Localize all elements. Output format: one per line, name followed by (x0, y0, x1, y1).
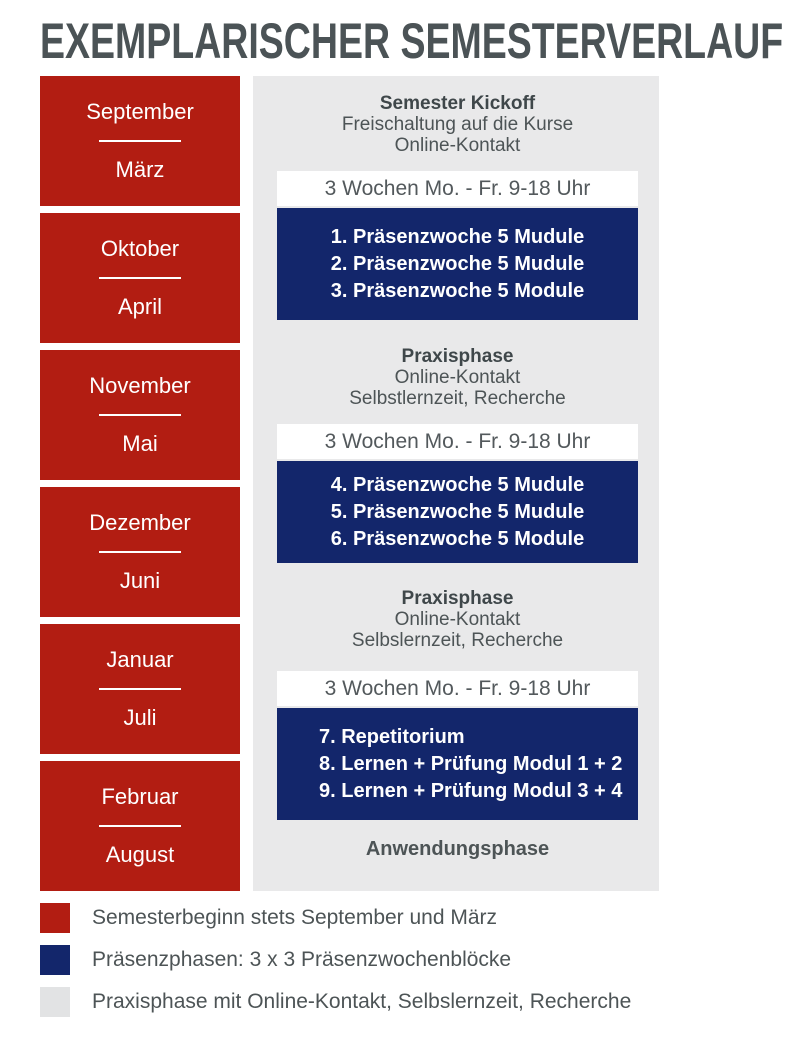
section-line: Selbslernzeit, Recherche (351, 630, 564, 651)
legend-label: Praxisphase mit Online-Kontakt, Selbslernzeit, Recherche (92, 990, 632, 1013)
section-line: Online-Kontakt (394, 609, 521, 630)
block-item: 5. Präsenzwoche 5 Mudule (330, 500, 585, 523)
section-line: Online-Kontakt (394, 367, 521, 388)
legend-row-praesenzphasen (40, 945, 631, 975)
month-bottom-label: Mai (122, 431, 158, 456)
month-box-oktober-april (40, 213, 240, 343)
legend-row-praxisphase (40, 987, 631, 1017)
block-item: 1. Präsenzwoche 5 Mudule (330, 225, 585, 248)
anwendungsphase-label: Anwendungsphase (365, 838, 550, 860)
legend-swatch-red (40, 903, 70, 933)
schedule-bar-3: 3 Wochen Mo. - Fr. 9-18 Uhr (277, 671, 638, 706)
section-heading: Praxisphase (401, 588, 514, 609)
schedule-bar-2: 3 Wochen Mo. - Fr. 9-18 Uhr (277, 424, 638, 459)
section-kickoff-text (277, 93, 638, 156)
section-praxis1-text (277, 346, 638, 409)
section-line: Online-Kontakt (394, 135, 521, 156)
month-divider (99, 551, 181, 553)
praesenz-block-1 (277, 208, 638, 320)
block-item: 7. Repetitorium (319, 725, 465, 748)
block-item: 4. Präsenzwoche 5 Mudule (330, 473, 585, 496)
month-top-label: Januar (106, 647, 174, 672)
block-item: 6. Präsenzwoche 5 Module (330, 527, 585, 550)
month-box-dezember-juni (40, 487, 240, 617)
month-bottom-label: März (115, 157, 165, 182)
month-box-januar-juli (40, 624, 240, 754)
months-column (40, 76, 240, 891)
month-top-label: September (86, 99, 194, 124)
legend-swatch-navy (40, 945, 70, 975)
legend-swatch-gray (40, 987, 70, 1017)
timeline-column (253, 76, 659, 891)
legend-row-semesterbeginn (40, 903, 631, 933)
month-top-label: Februar (101, 784, 179, 809)
month-divider (99, 414, 181, 416)
block-item: 2. Präsenzwoche 5 Mudule (330, 252, 585, 275)
month-divider (99, 688, 181, 690)
month-bottom-label: August (105, 842, 175, 867)
block-item: 9. Lernen + Prüfung Modul 3 + 4 (319, 779, 623, 802)
section-line: Freischaltung auf die Kurse (341, 114, 574, 135)
legend (40, 903, 631, 1029)
praesenz-block-lines (277, 224, 638, 305)
legend-label: Semesterbeginn stets September und März (92, 906, 498, 929)
praesenz-block-2 (277, 461, 638, 563)
section-line: Selbstlernzeit, Recherche (349, 388, 566, 409)
month-top-label: Dezember (89, 510, 191, 535)
praesenz-block-lines (277, 472, 638, 553)
month-divider (99, 277, 181, 279)
legend-label: Präsenzphasen: 3 x 3 Präsenzwochenblöcke (92, 948, 512, 971)
praesenz-block-lines (277, 724, 638, 805)
month-divider (99, 140, 181, 142)
section-praxis2-text (277, 588, 638, 651)
month-bottom-label: April (117, 294, 162, 319)
month-box-september-maerz (40, 76, 240, 206)
page-title: EXEMPLARISCHER SEMESTERVERLAUF (40, 13, 784, 69)
month-top-label: Oktober (100, 236, 180, 261)
month-top-label: November (89, 373, 191, 398)
schedule-bar-1: 3 Wochen Mo. - Fr. 9-18 Uhr (277, 171, 638, 206)
section-heading: Praxisphase (401, 346, 514, 367)
month-bottom-label: Juli (123, 705, 157, 730)
block-item: 3. Präsenzwoche 5 Module (330, 279, 585, 302)
section-heading: Semester Kickoff (379, 93, 536, 114)
month-box-november-mai (40, 350, 240, 480)
month-box-februar-august (40, 761, 240, 891)
praesenz-block-3 (277, 708, 638, 820)
month-bottom-label: Juni (119, 568, 161, 593)
block-item: 8. Lernen + Prüfung Modul 1 + 2 (319, 752, 623, 775)
month-divider (99, 825, 181, 827)
